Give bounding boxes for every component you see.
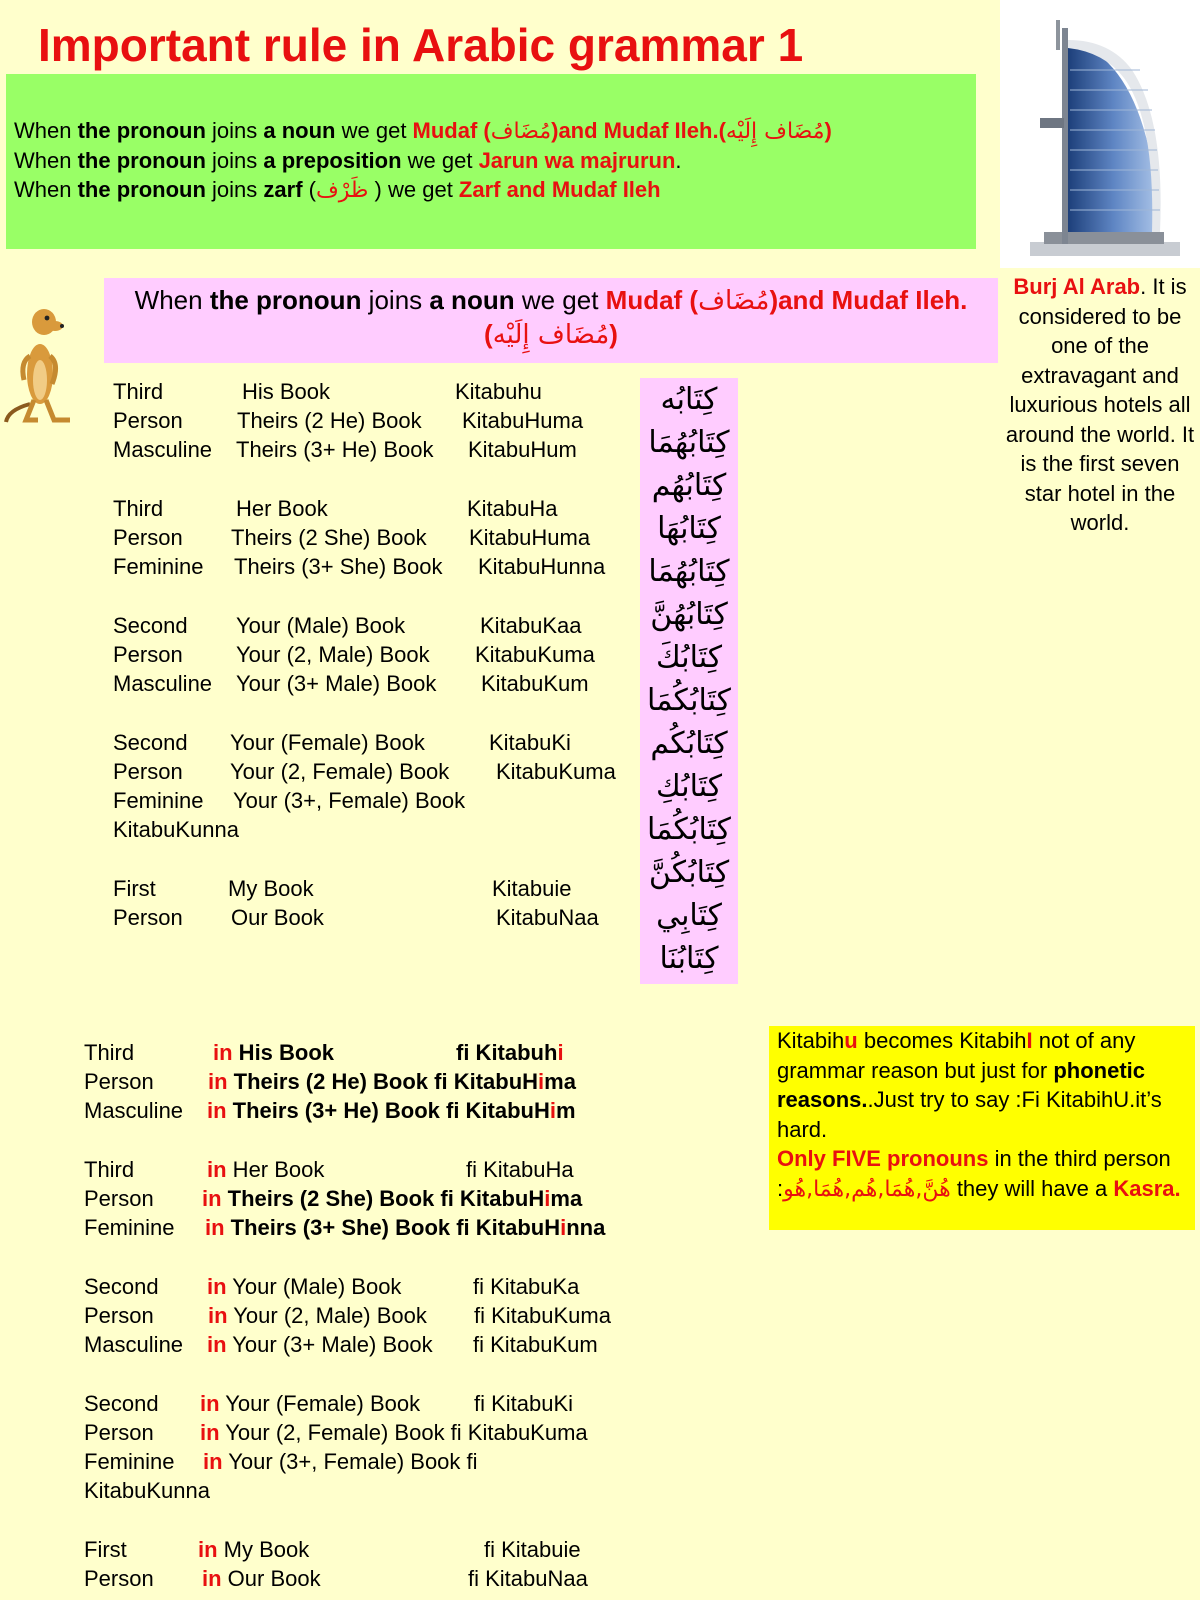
table-cell xyxy=(113,671,212,697)
table-cell-segment: Theirs (2 She) Book fi KitabuH xyxy=(221,1186,545,1211)
page-title: Important rule in Arabic grammar 1 xyxy=(38,19,804,71)
phonetic-note-box-segment: I xyxy=(1026,1028,1033,1053)
table-cell-segment: Kitabuie xyxy=(492,876,572,901)
table-cell xyxy=(236,671,436,697)
subheading-box-segment: مُضَاف إِلَيْه xyxy=(492,320,610,350)
table-cell-segment: Your (3+, Female) Book xyxy=(233,788,466,813)
table-cell-segment: KitabuKum xyxy=(481,671,589,696)
table-cell-segment: i xyxy=(544,1186,551,1211)
table-cell-segment: fi KitabuHa xyxy=(466,1157,574,1182)
table-cell-segment: fi KitabuKi xyxy=(474,1391,574,1416)
table-cell xyxy=(203,1449,478,1475)
table-cell-segment: m xyxy=(556,1098,576,1123)
table-cell-segment: in xyxy=(208,1303,228,1328)
table-cell xyxy=(473,1332,598,1358)
table-cell-segment: Person xyxy=(113,525,183,550)
table-cell-segment: fi Kitabuh xyxy=(456,1040,558,1065)
table-cell-segment: Your (3+, Female) Book fi xyxy=(222,1449,478,1474)
table-cell-segment: Your (Female) Book xyxy=(219,1391,421,1416)
phonetic-note-box-segment: Kitabih xyxy=(777,1028,845,1053)
subheading-box-segment: a noun xyxy=(429,285,515,315)
intro-line-2-segment: joins xyxy=(205,148,264,173)
table-cell-segment: Masculine xyxy=(84,1332,184,1357)
table-cell-segment: KitabuKi xyxy=(489,730,571,755)
table-cell xyxy=(208,1069,576,1095)
table-cell-segment: First xyxy=(84,1537,127,1562)
table-cell xyxy=(207,1157,324,1183)
phonetic-note-box-segment: becomes Kitabih xyxy=(857,1028,1027,1053)
table-cell-segment: KitabuHunna xyxy=(478,554,606,579)
table-cell-segment: in xyxy=(202,1566,222,1591)
arabic-word: كِتَابِي xyxy=(656,898,722,933)
table-cell xyxy=(113,759,183,785)
intro-line-2-segment: . xyxy=(675,148,682,173)
table-cell-segment: KitabuNaa xyxy=(496,905,599,930)
table-cell xyxy=(231,905,324,931)
table-cell xyxy=(84,1449,174,1475)
table-cell xyxy=(489,730,571,756)
arabic-word-column xyxy=(640,378,738,984)
table-cell xyxy=(230,759,449,785)
table-cell-segment: Person xyxy=(84,1420,154,1445)
meerkat-icon xyxy=(0,296,80,424)
table-cell-segment: Third xyxy=(113,379,164,404)
table-cell-segment: KitabuHuma xyxy=(462,408,584,433)
intro-line-3-segment: the pronoun xyxy=(77,177,206,202)
table-cell xyxy=(207,1332,433,1358)
table-cell-segment: Her Book xyxy=(236,496,328,521)
table-cell xyxy=(84,1420,154,1446)
table-cell xyxy=(481,671,589,697)
hotel-caption-segment: . It is considered to be one of the extravagant and luxurious hotels all around the world. It is the first seven star hotel in the world. xyxy=(1005,274,1195,535)
hotel-image-panel xyxy=(1000,0,1200,268)
table-cell xyxy=(200,1420,588,1446)
subheading-box xyxy=(104,278,998,363)
table-cell xyxy=(467,496,558,522)
table-cell-segment: Second xyxy=(84,1274,159,1299)
table-cell xyxy=(496,905,599,931)
table-cell-segment: KitabuHum xyxy=(468,437,577,462)
table-cell xyxy=(113,437,212,463)
table-cell-segment: KitabuHuma xyxy=(469,525,591,550)
intro-line-1-segment: we get xyxy=(335,118,413,143)
table-cell xyxy=(113,730,188,756)
table-cell-segment: KitabuKunna xyxy=(113,817,239,842)
table-cell-segment: Theirs (2 She) Book xyxy=(231,525,427,550)
table-cell-segment: Second xyxy=(84,1391,159,1416)
phonetic-note-box-segment: Kasra. xyxy=(1113,1175,1181,1201)
table-cell xyxy=(475,642,595,668)
arabic-word: كِتَابُكُمَا xyxy=(647,812,731,847)
table-cell xyxy=(234,554,442,580)
table-cell xyxy=(84,1478,210,1504)
table-cell xyxy=(207,1098,576,1124)
table-cell xyxy=(456,1040,564,1066)
intro-line-2-segment: Jarun wa majrurun xyxy=(478,148,676,173)
table-cell xyxy=(113,788,203,814)
intro-line-2-segment: When xyxy=(14,148,78,173)
table-cell xyxy=(236,642,430,668)
intro-line-1 xyxy=(14,116,968,146)
table-cell xyxy=(113,905,183,931)
intro-line-2-segment: we get xyxy=(401,148,479,173)
intro-line-1-segment: the pronoun xyxy=(77,118,206,143)
table-cell xyxy=(84,1157,134,1183)
table-cell xyxy=(113,642,183,668)
table-cell xyxy=(113,496,163,522)
table-cell-segment: Third xyxy=(84,1040,135,1065)
table-cell xyxy=(198,1537,309,1563)
intro-line-3-segment: When xyxy=(14,177,78,202)
table-cell-segment: Feminine xyxy=(113,788,204,813)
phonetic-note-box-segment: .Just try to say :Fi KitabihU.it’s hard. xyxy=(777,1087,1162,1142)
intro-line-3 xyxy=(14,175,968,205)
hotel-caption-segment: Burj Al Arab xyxy=(1013,274,1141,299)
table-cell-segment: Person xyxy=(113,759,183,784)
phonetic-note-box-segment: in the third person : xyxy=(777,1146,1171,1201)
phonetic-note-box-segment: Only FIVE pronouns xyxy=(777,1146,989,1171)
table-cell-segment: in xyxy=(207,1332,227,1357)
table-cell xyxy=(237,408,422,434)
intro-box xyxy=(6,74,976,249)
table-cell-segment: Your (Male) Book xyxy=(236,613,406,638)
arabic-word: كِتَابُهُمَا xyxy=(648,425,730,460)
table-cell-segment: Feminine xyxy=(84,1449,175,1474)
table-cell xyxy=(113,408,183,434)
table-cell xyxy=(84,1537,127,1563)
table-cell-segment: in xyxy=(207,1098,227,1123)
table-cell xyxy=(213,1040,334,1066)
table-cell xyxy=(478,554,605,580)
table-cell xyxy=(84,1303,154,1329)
table-cell xyxy=(496,759,616,785)
table-cell-segment: Your (2, Female) Book fi KitabuKuma xyxy=(219,1420,588,1445)
table-cell-segment: Our Book xyxy=(221,1566,321,1591)
table-cell-segment: Your (2, Male) Book xyxy=(227,1303,427,1328)
table-cell-segment: in xyxy=(198,1537,218,1562)
intro-line-1-segment: مُضَاف xyxy=(490,119,552,144)
table-cell-segment: His Book xyxy=(242,379,331,404)
table-cell xyxy=(455,379,542,405)
table-cell xyxy=(236,613,405,639)
table-cell xyxy=(84,1040,134,1066)
table-cell xyxy=(84,1215,174,1241)
arabic-word: كِتَابُهَا xyxy=(657,511,721,546)
table-cell-segment: Your (2, Female) Book xyxy=(230,759,450,784)
table-cell-segment: Your (Male) Book xyxy=(226,1274,402,1299)
table-cell-segment: KitabuKaa xyxy=(480,613,582,638)
table-cell xyxy=(84,1274,159,1300)
table-cell xyxy=(468,1566,588,1592)
subheading-box-segment: Mudaf ( xyxy=(605,285,699,315)
phonetic-note-box-segment: u xyxy=(844,1028,858,1053)
table-cell-segment: Third xyxy=(113,496,164,521)
table-cell xyxy=(236,496,328,522)
table-cell xyxy=(207,1274,401,1300)
arabic-word: كِتَابُنَا xyxy=(659,941,719,976)
intro-line-2-segment: a preposition xyxy=(263,148,402,173)
table-cell xyxy=(466,1157,574,1183)
table-cell-segment: Person xyxy=(84,1303,154,1328)
table-cell xyxy=(236,437,433,463)
table-cell xyxy=(113,554,203,580)
table-cell-segment: i xyxy=(549,1098,557,1123)
table-cell xyxy=(228,876,314,902)
table-cell-segment: in xyxy=(207,1274,227,1299)
table-cell-segment: in xyxy=(205,1215,225,1240)
table-cell-segment: Person xyxy=(113,905,183,930)
table-cell-segment: Person xyxy=(84,1069,154,1094)
arabic-word: كِتَابُهُنَّ xyxy=(650,597,728,632)
table-cell-segment: in xyxy=(213,1040,233,1065)
table-cell-segment: in xyxy=(203,1449,223,1474)
intro-line-2 xyxy=(14,146,968,175)
intro-line-3-segment: Zarf and Mudaf Ileh xyxy=(458,177,661,202)
intro-line-1-segment: a noun xyxy=(263,118,336,143)
table-cell-segment: Theirs (3+ He) Book fi KitabuH xyxy=(226,1098,550,1123)
table-cell xyxy=(208,1303,427,1329)
table-cell-segment: KitabuKuma xyxy=(496,759,616,784)
table-cell xyxy=(484,1537,581,1563)
table-cell-segment: Your (Female) Book xyxy=(230,730,425,755)
table-cell xyxy=(202,1186,582,1212)
table-cell-segment: KitabuHa xyxy=(467,496,558,521)
table-cell-segment: Masculine xyxy=(113,671,213,696)
table-cell-segment: in xyxy=(200,1391,220,1416)
table-cell-segment: Feminine xyxy=(113,554,204,579)
table-cell-segment: First xyxy=(113,876,156,901)
table-cell-segment: fi KitabuKa xyxy=(473,1274,580,1299)
subheading-box-segment: ) xyxy=(609,319,618,349)
table-cell-segment: Person xyxy=(113,642,183,667)
arabic-word: كِتَابُه xyxy=(660,382,718,417)
intro-line-1-segment: ) xyxy=(824,118,832,143)
arabic-word: كِتَابُكُم xyxy=(650,726,728,761)
table-cell xyxy=(474,1303,611,1329)
table-cell-segment: nna xyxy=(566,1215,606,1240)
arabic-word: كِتَابُكِ xyxy=(655,769,723,804)
intro-line-3-segment: ( xyxy=(302,177,316,202)
table-cell xyxy=(205,1215,605,1241)
table-cell-segment: Second xyxy=(113,613,188,638)
table-cell-segment: i xyxy=(560,1215,567,1240)
table-cell-segment: Masculine xyxy=(84,1098,184,1123)
subheading-box-segment: )and Mudaf Ileh.( xyxy=(484,285,968,349)
table-cell-segment: in xyxy=(202,1186,222,1211)
table-cell xyxy=(233,788,465,814)
table-cell-segment: fi Kitabuie xyxy=(484,1537,581,1562)
subheading-box-segment: When xyxy=(134,285,210,315)
intro-line-1-segment: joins xyxy=(205,118,264,143)
intro-line-2-segment: the pronoun xyxy=(77,148,206,173)
table-cell xyxy=(462,408,583,434)
table-cell xyxy=(113,876,156,902)
table-cell-segment: Second xyxy=(113,730,188,755)
table-cell-segment: Theirs (2 He) Book fi KitabuH xyxy=(227,1069,539,1094)
subheading-box-segment: joins xyxy=(361,285,430,315)
table-cell-segment: Theirs (2 He) Book xyxy=(237,408,422,433)
table-cell-segment: i xyxy=(557,1040,564,1065)
phonetic-note-box-segment: they will have a xyxy=(950,1175,1114,1201)
table-cell-segment: in xyxy=(207,1157,227,1182)
arabic-word: كِتَابُكَ xyxy=(655,640,723,675)
intro-line-3-segment: ظَرْف xyxy=(315,178,369,203)
table-cell xyxy=(492,876,572,902)
table-cell-segment: His Book xyxy=(232,1040,335,1065)
table-cell-segment: i xyxy=(538,1069,545,1094)
table-cell-segment: Third xyxy=(84,1157,135,1182)
table-cell xyxy=(84,1186,154,1212)
table-cell-segment: KitabuKunna xyxy=(84,1478,210,1503)
phonetic-note-box xyxy=(769,1026,1195,1230)
table-cell-segment: ma xyxy=(550,1186,583,1211)
table-cell xyxy=(480,613,582,639)
table-cell xyxy=(84,1391,159,1417)
table-cell-segment: Theirs (3+ He) Book xyxy=(236,437,434,462)
table-cell-segment: Your (3+ Male) Book xyxy=(226,1332,433,1357)
table-cell xyxy=(473,1274,579,1300)
arabic-word: كِتَابُكُمَا xyxy=(647,683,731,718)
intro-line-1-segment: Mudaf ( xyxy=(412,118,491,143)
table-cell-segment: fi KitabuKuma xyxy=(474,1303,611,1328)
hotel-caption xyxy=(1005,272,1195,538)
meerkat-image xyxy=(0,296,80,424)
phonetic-note-box-segment: not of any grammar reason but just for xyxy=(777,1028,1136,1083)
table-cell-segment: Her Book xyxy=(226,1157,325,1182)
table-cell xyxy=(113,525,183,551)
table-cell xyxy=(84,1069,154,1095)
phonetic-note-box-segment: هُنَّ,هُمَا,هُم,هُمَا,هُو xyxy=(783,1176,951,1202)
table-cell xyxy=(84,1332,183,1358)
table-cell xyxy=(242,379,330,405)
burj-al-arab-image xyxy=(1000,0,1200,268)
intro-line-3-segment: ) we get xyxy=(368,177,459,202)
table-cell xyxy=(231,525,427,551)
table-cell-segment: in xyxy=(208,1069,228,1094)
table-cell-segment: Your (3+ Male) Book xyxy=(236,671,437,696)
table-cell xyxy=(469,525,590,551)
table-cell xyxy=(113,817,239,843)
table-cell xyxy=(113,379,163,405)
subheading-box-segment: we get xyxy=(514,285,606,315)
table-cell-segment: My Book xyxy=(228,876,314,901)
intro-line-1-segment: )and Mudaf Ileh.( xyxy=(551,118,726,143)
table-cell-segment: My Book xyxy=(217,1537,310,1562)
subheading-box-segment: the pronoun xyxy=(209,285,362,315)
table-cell-segment: Your (2, Male) Book xyxy=(236,642,430,667)
table-cell-segment: Theirs (3+ She) Book xyxy=(234,554,443,579)
arabic-word: كِتَابُكُنَّ xyxy=(648,855,730,890)
table-cell xyxy=(230,730,425,756)
table-cell-segment: Person xyxy=(84,1186,154,1211)
table-cell xyxy=(200,1391,420,1417)
phonetic-note-box-segment: phonetic reasons. xyxy=(777,1057,1146,1112)
table-cell-segment: fi KitabuNaa xyxy=(468,1566,588,1591)
table-cell-segment: Kitabuhu xyxy=(455,379,542,404)
intro-line-1-segment: When xyxy=(14,118,78,143)
table-cell-segment: Person xyxy=(113,408,183,433)
table-cell xyxy=(113,613,188,639)
table-cell xyxy=(84,1566,154,1592)
table-cell-segment: Theirs (3+ She) Book fi KitabuH xyxy=(224,1215,561,1240)
table-cell-segment: KitabuKuma xyxy=(475,642,595,667)
intro-line-3-segment: joins xyxy=(205,177,264,202)
table-cell xyxy=(468,437,577,463)
intro-line-3-segment: zarf xyxy=(263,177,303,202)
table-cell-segment: ma xyxy=(544,1069,576,1094)
table-cell-segment: Our Book xyxy=(231,905,324,930)
subheading-box-segment: مُضَاف xyxy=(698,286,770,316)
table-cell xyxy=(84,1098,183,1124)
table-cell xyxy=(474,1391,573,1417)
table-cell-segment: Masculine xyxy=(113,437,213,462)
table-cell-segment: Person xyxy=(84,1566,154,1591)
table-cell-segment: in xyxy=(200,1420,220,1445)
table-cell xyxy=(202,1566,321,1592)
arabic-word: كِتَابُهُمَا xyxy=(648,554,730,589)
table-cell-segment: Feminine xyxy=(84,1215,175,1240)
table-cell-segment: fi KitabuKum xyxy=(473,1332,598,1357)
intro-line-1-segment: مُضَاف إِلَيْه xyxy=(725,119,825,144)
arabic-word: كِتَابُهُم xyxy=(651,468,727,503)
